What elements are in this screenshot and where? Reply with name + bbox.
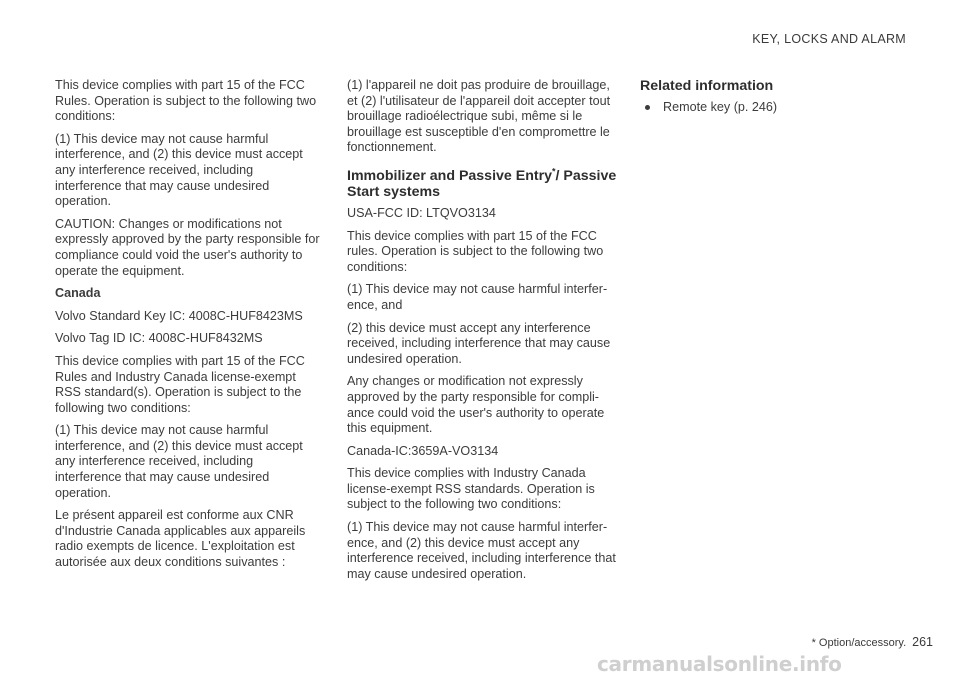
standard-key-ic-paragraph: Volvo Standard Key IC: 4008C-HUF8423MS: [55, 308, 303, 323]
caution-paragraph: CAUTION: Changes or modifications not expressly approved by the party responsible for compliance could void the user's authority to operate the equipment.: [55, 216, 320, 278]
changes-warning-paragraph: Any changes or modification not expressly approved by the party responsible for compli-ance could void the user's authority to operate this equipment.: [347, 374, 605, 436]
fcc-compliance-paragraph-2: This device complies with part 15 of the FCC rules. Operation is subject to the following two conditions:: [347, 228, 604, 274]
condition-2-paragraph: (2) this device must accept any interference received, including interference that may cause undesired operation.: [347, 320, 611, 366]
text-column-2: [347, 78, 617, 589]
immobilizer-heading: [347, 168, 617, 200]
text-column-1: [55, 78, 323, 578]
interference-conditions-paragraph: (1) This device may not cause harmful interference, and (2) this device must accept any interference received, including interference that may cause undesired operation.: [55, 131, 303, 209]
remote-key-link[interactable]: Remote key (p. 246): [663, 100, 778, 114]
canada-heading: Canada: [55, 286, 101, 301]
related-information: [640, 78, 910, 116]
industry-canada-compliance-paragraph: This device complies with part 15 of the FCC Rules and Industry Canada license-exempt RSS standard(s). Operation is subject to the following two conditions:: [55, 353, 305, 415]
related-information-heading: Related information: [640, 78, 774, 94]
option-accessory-note: * Option/accessory.: [811, 637, 907, 649]
interference-conditions-paragraph-3: (1) This device may not cause harmful interfer-ence, and (2) this device must accept any interference received, including interference that may cause undesired operation.: [347, 520, 616, 581]
fcc-compliance-paragraph: This device complies with part 15 of the FCC Rules. Operation is subject to the following two conditions:: [55, 78, 317, 124]
tag-id-ic-paragraph: Volvo Tag ID IC: 4008C-HUF8432MS: [55, 331, 263, 346]
related-link-item: [640, 100, 910, 116]
canada-ic-paragraph: Canada-IC:3659A-VO3134: [347, 443, 499, 458]
bullet-icon: [645, 105, 650, 110]
condition-1-paragraph: (1) This device may not cause harmful interfer-ence, and: [347, 282, 608, 312]
page-number: 261: [912, 635, 933, 649]
immobilizer-heading-part2: / Passive Start systems: [347, 167, 617, 200]
usa-fcc-id-paragraph: USA-FCC ID: LTQVO3134: [347, 205, 496, 220]
related-links-list: [640, 100, 910, 116]
industry-canada-paragraph: This device complies with Industry Canada license-exempt RSS standards. Operation is subject to the following two conditions:: [347, 466, 595, 512]
option-asterisk: *: [552, 166, 556, 177]
interference-conditions-paragraph-2: (1) This device may not cause harmful interference, and (2) this device must accept any interference received, including interference that may cause undesired operation.: [55, 423, 303, 500]
french-compliance-paragraph: Le présent appareil est conforme aux CNR d'Industrie Canada applicables aux appareils radio exempts de licence. L'exploitation est autorisée aux deux conditions suivantes :: [55, 508, 306, 570]
french-conditions-paragraph: (1) l'appareil ne doit pas produire de brouillage, et (2) l'utilisateur de l'appareil doit accepter tout brouillage radioélectrique subi, même si le brouillage est susceptible d'en compromettre le fonctionnement.: [347, 78, 611, 155]
page-footer: [812, 635, 933, 649]
section-title: KEY, LOCKS AND ALARM: [752, 32, 906, 46]
watermark: carmanualsonline.info: [597, 652, 842, 676]
immobilizer-heading-part1: Immobilizer and Passive Entry: [347, 167, 553, 184]
